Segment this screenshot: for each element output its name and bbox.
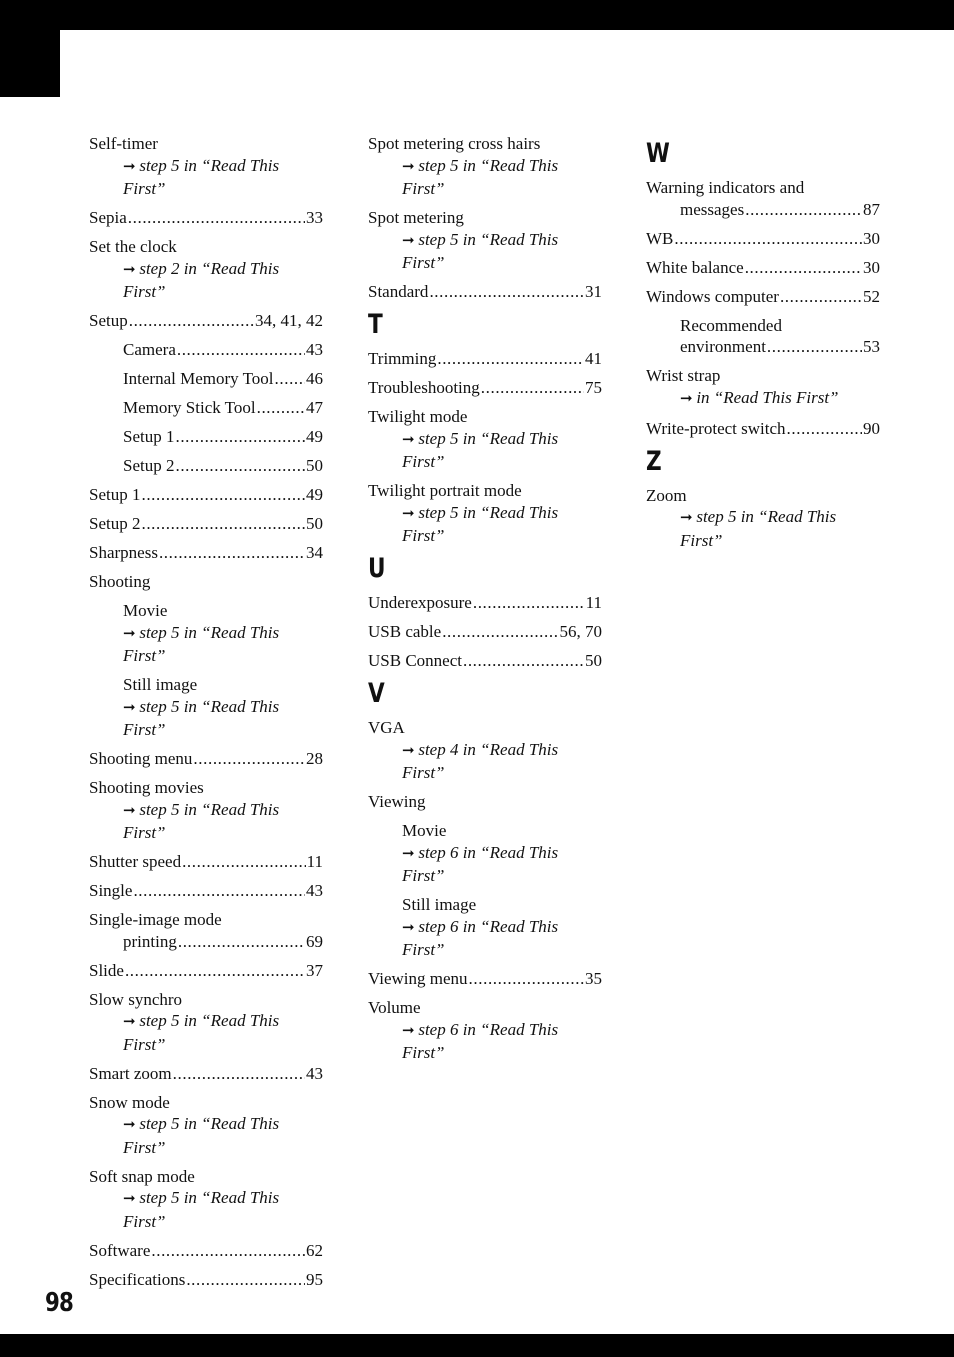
entry-term: Specifications — [89, 1269, 186, 1289]
index-row — [368, 281, 602, 303]
reference-text: step 5 in “Read This First” — [123, 1011, 280, 1054]
reference-text: step 6 in “Read This First” — [402, 842, 559, 885]
entry-term: Memory Stick Tool — [123, 398, 256, 417]
index-entry — [368, 592, 602, 614]
page-ref: 75 — [585, 378, 602, 397]
dot-leader — [133, 880, 305, 902]
index-row — [646, 199, 880, 221]
page-ref: 11 — [585, 593, 602, 612]
entry-term: Still image — [402, 895, 477, 914]
entry-term: USB cable — [368, 622, 442, 641]
entry-term: environment — [680, 337, 766, 356]
index-row — [89, 207, 323, 229]
entry-term: Slow synchro — [89, 989, 183, 1009]
dot-leader — [175, 426, 305, 448]
entry-term: Warning indicators and — [646, 178, 805, 197]
page-number: 98 — [45, 1288, 74, 1318]
index-entry — [89, 960, 323, 982]
arrow-icon: ➞ — [680, 390, 697, 407]
index-row — [646, 418, 880, 440]
index-entry — [89, 426, 323, 448]
index-row — [89, 455, 323, 477]
page-ref: 41 — [585, 349, 602, 368]
see-reference — [368, 428, 602, 473]
index-row — [646, 336, 880, 358]
dot-leader — [767, 336, 862, 358]
index-row — [89, 484, 323, 506]
reference-text: in “Read This First” — [696, 387, 839, 407]
dot-leader — [151, 1240, 305, 1262]
index-entry — [368, 377, 602, 399]
top-bar — [0, 0, 954, 30]
dot-leader — [182, 851, 306, 873]
arrow-icon: ➞ — [123, 699, 140, 716]
page-ref: 34, 41, 42 — [255, 311, 323, 330]
entry-term: messages — [680, 199, 745, 219]
dot-leader — [429, 281, 584, 303]
index-entry — [89, 397, 323, 419]
index-entry — [89, 455, 323, 477]
reference-text: step 5 in “Read This First” — [402, 229, 559, 272]
page-ref: 53 — [863, 337, 880, 356]
index-entry — [89, 1092, 323, 1159]
index-entry — [368, 348, 602, 370]
dot-leader — [473, 592, 585, 614]
arrow-icon: ➞ — [402, 158, 419, 175]
entry-term: Write-protect switch — [646, 418, 786, 438]
index-entry — [368, 480, 602, 547]
see-reference — [89, 258, 323, 303]
dot-leader — [674, 228, 862, 250]
dot-leader — [141, 484, 305, 506]
entry-term: Self-timer — [89, 134, 158, 153]
page-ref: 50 — [306, 456, 323, 475]
index-row — [368, 348, 602, 370]
see-reference — [89, 696, 323, 741]
entry-term: Movie — [402, 821, 447, 840]
index-entry — [89, 600, 323, 667]
dot-leader — [173, 1063, 305, 1085]
page-ref: 30 — [863, 257, 880, 277]
dot-leader — [125, 960, 305, 982]
page-ref: 62 — [306, 1240, 323, 1260]
entry-term: Sharpness — [89, 543, 158, 562]
index-entry — [368, 621, 602, 643]
index-entry — [646, 315, 880, 358]
page-ref: 50 — [585, 651, 602, 670]
index-entry — [646, 228, 880, 250]
dot-leader — [129, 310, 254, 332]
reference-text: step 5 in “Read This First” — [123, 622, 280, 665]
index-entry — [368, 281, 602, 303]
entry-term: Twilight portrait mode — [368, 481, 522, 500]
see-reference — [368, 739, 602, 784]
arrow-icon: ➞ — [402, 431, 419, 448]
section-letter: W — [646, 138, 670, 169]
entry-term: Wrist strap — [646, 366, 721, 385]
section-letter: Z — [646, 445, 662, 477]
index-row — [646, 228, 880, 250]
entry-term: Shooting — [89, 572, 151, 591]
dot-leader — [780, 286, 862, 308]
page-ref: 52 — [863, 286, 880, 306]
see-reference — [89, 155, 323, 200]
reference-text: step 6 in “Read This First” — [402, 1019, 559, 1062]
index-row — [368, 377, 602, 399]
index-entry — [368, 968, 602, 990]
dot-leader — [469, 968, 584, 990]
see-reference — [89, 1187, 323, 1232]
arrow-icon: ➞ — [123, 1014, 140, 1030]
index-entry — [646, 365, 880, 410]
entry-term: Spot metering cross hairs — [368, 134, 541, 153]
dot-leader — [745, 199, 862, 221]
entry-term: Viewing menu — [368, 969, 468, 988]
reference-text: step 5 in “Read This First” — [123, 155, 280, 198]
page-ref: 43 — [306, 881, 323, 900]
index-row — [368, 621, 602, 643]
index-entry — [646, 286, 880, 308]
page-ref: 31 — [585, 282, 602, 301]
index-row — [89, 851, 323, 873]
dot-leader — [463, 650, 584, 672]
index-entry — [89, 1166, 323, 1233]
page-ref: 87 — [863, 199, 880, 219]
index-row — [368, 968, 602, 990]
index-row — [89, 368, 323, 390]
bottom-bar — [0, 1334, 954, 1357]
see-reference — [368, 916, 602, 961]
index-row — [89, 542, 323, 564]
arrow-icon: ➞ — [402, 845, 419, 862]
index-row — [89, 1269, 323, 1291]
index-entry — [646, 418, 880, 440]
index-entry — [89, 339, 323, 361]
dot-leader — [159, 542, 305, 564]
page-ref: 33 — [306, 208, 323, 227]
entry-term: Slide — [89, 960, 124, 980]
index-row — [89, 880, 323, 902]
page-ref: 95 — [306, 1269, 323, 1289]
page-ref: 43 — [306, 340, 323, 359]
index-entry — [368, 406, 602, 473]
page-ref: 69 — [306, 931, 323, 951]
section-letter: V — [368, 678, 385, 709]
page-ref: 37 — [306, 960, 323, 980]
index-row — [646, 257, 880, 279]
index-entry — [368, 894, 602, 961]
page-ref: 49 — [306, 427, 323, 446]
entry-term: Setup 2 — [123, 456, 175, 475]
page-ref: 49 — [306, 485, 323, 504]
entry-term: Underexposure — [368, 593, 472, 612]
see-reference — [368, 842, 602, 887]
page-ref: 46 — [306, 369, 323, 388]
arrow-icon: ➞ — [123, 802, 140, 819]
reference-text: step 5 in “Read This First” — [123, 1114, 280, 1157]
entry-term: Setup — [89, 311, 128, 330]
entry-term: Soft snap mode — [89, 1166, 195, 1186]
index-entry — [89, 310, 323, 332]
page-ref: 90 — [863, 418, 880, 438]
dot-leader — [186, 1269, 305, 1291]
index-entry — [89, 1269, 323, 1291]
index-row — [368, 650, 602, 672]
entry-term: USB Connect — [368, 651, 462, 670]
dot-leader — [257, 397, 305, 419]
entry-term: Spot metering — [368, 208, 464, 227]
index-column-1 — [89, 133, 323, 1298]
index-entry — [89, 880, 323, 902]
index-entry — [89, 851, 323, 873]
entry-term: Twilight mode — [368, 407, 468, 426]
arrow-icon: ➞ — [123, 1191, 140, 1207]
index-row — [89, 748, 323, 770]
see-reference — [89, 622, 323, 667]
index-entry — [89, 1063, 323, 1085]
index-entry — [368, 717, 602, 784]
reference-text: step 5 in “Read This First” — [402, 502, 559, 545]
page-ref: 34 — [306, 543, 323, 562]
entry-term: Shutter speed — [89, 852, 182, 871]
index-row — [89, 339, 323, 361]
index-entry — [89, 513, 323, 535]
dot-leader — [745, 257, 862, 279]
dot-leader — [275, 368, 305, 390]
entry-term: Snow mode — [89, 1092, 170, 1112]
entry-term: printing — [123, 931, 177, 951]
entry-term: Setup 1 — [89, 485, 141, 504]
index-column-2 — [368, 133, 602, 1071]
index-entry — [646, 485, 880, 552]
index-entry — [368, 820, 602, 887]
see-reference — [89, 799, 323, 844]
entry-term: White balance — [646, 257, 744, 277]
arrow-icon: ➞ — [123, 1117, 140, 1133]
see-reference — [368, 1019, 602, 1064]
dot-leader — [787, 418, 862, 440]
index-entry — [368, 997, 602, 1064]
index-entry — [89, 748, 323, 770]
reference-text: step 5 in “Read This First” — [123, 799, 280, 842]
index-row — [89, 513, 323, 535]
entry-term: Windows computer — [646, 286, 779, 306]
index-entry — [368, 650, 602, 672]
arrow-icon: ➞ — [123, 158, 140, 175]
arrow-icon: ➞ — [402, 1022, 419, 1039]
entry-term: Trimming — [368, 349, 437, 368]
entry-term: Movie — [123, 601, 168, 620]
reference-text: step 5 in “Read This First” — [402, 155, 559, 198]
reference-text: step 5 in “Read This First” — [123, 696, 280, 739]
index-entry — [368, 207, 602, 274]
index-row — [89, 1240, 323, 1262]
reference-text: step 6 in “Read This First” — [402, 916, 559, 959]
dot-leader — [177, 339, 305, 361]
arrow-icon: ➞ — [402, 232, 419, 249]
entry-term: Recommended — [680, 315, 782, 335]
index-entry — [368, 791, 602, 813]
dot-leader — [437, 348, 584, 370]
entry-term: Shooting movies — [89, 778, 204, 797]
page-ref: 50 — [306, 514, 323, 533]
index-entry — [368, 133, 602, 200]
page-ref: 47 — [306, 398, 323, 417]
entry-term: Standard — [368, 282, 429, 301]
entry-term: Still image — [123, 675, 198, 694]
entry-term: Single — [89, 881, 133, 900]
page-ref: 43 — [306, 1063, 323, 1083]
reference-text: step 5 in “Read This First” — [123, 1188, 280, 1231]
dot-leader — [175, 455, 305, 477]
page-ref: 11 — [306, 852, 323, 871]
page-ref: 28 — [306, 749, 323, 768]
reference-text: step 4 in “Read This First” — [402, 739, 559, 782]
index-entry — [89, 571, 323, 593]
entry-term: Volume — [368, 998, 421, 1017]
index-entry — [89, 133, 323, 200]
index-row — [646, 286, 880, 308]
index-entry — [89, 368, 323, 390]
entry-term: Sepia — [89, 208, 127, 227]
entry-term: Internal Memory Tool — [123, 369, 274, 388]
entry-term: Troubleshooting — [368, 378, 480, 397]
index-row — [89, 310, 323, 332]
index-entry — [89, 777, 323, 844]
arrow-icon: ➞ — [680, 510, 697, 526]
entry-term: Setup 2 — [89, 514, 141, 533]
entry-term: Set the clock — [89, 237, 177, 256]
index-entry — [89, 1240, 323, 1262]
reference-text: step 5 in “Read This First” — [680, 507, 837, 550]
page-ref: 56, 70 — [559, 622, 602, 641]
reference-text: step 2 in “Read This First” — [123, 258, 280, 301]
arrow-icon: ➞ — [402, 505, 419, 522]
entry-term: VGA — [368, 718, 405, 737]
index-entry — [646, 257, 880, 279]
arrow-icon: ➞ — [402, 742, 419, 759]
entry-term: Software — [89, 1240, 151, 1260]
index-row — [89, 960, 323, 982]
entry-term: Single-image mode — [89, 910, 222, 929]
index-column-3 — [646, 133, 880, 559]
index-row — [89, 931, 323, 953]
index-row — [368, 592, 602, 614]
entry-term: Smart zoom — [89, 1063, 172, 1083]
index-entry — [89, 236, 323, 303]
arrow-icon: ➞ — [402, 919, 419, 936]
index-entry — [89, 207, 323, 229]
dot-leader — [193, 748, 305, 770]
see-reference — [646, 506, 880, 551]
index-entry — [89, 542, 323, 564]
section-letter: T — [368, 309, 383, 340]
see-reference — [368, 155, 602, 200]
entry-term: Camera — [123, 340, 176, 359]
arrow-icon: ➞ — [123, 261, 140, 278]
section-letter: U — [368, 553, 386, 584]
see-reference — [89, 1010, 323, 1055]
chapter-tab — [0, 0, 60, 97]
dot-leader — [141, 513, 305, 535]
entry-term: Viewing — [368, 792, 426, 811]
index-entry — [89, 989, 323, 1056]
entry-term: Zoom — [646, 485, 687, 505]
entry-term: WB — [646, 228, 674, 248]
index-row — [89, 397, 323, 419]
entry-term: Setup 1 — [123, 427, 175, 446]
index-entry — [646, 177, 880, 220]
index-entry — [89, 674, 323, 741]
dot-leader — [178, 931, 305, 953]
dot-leader — [481, 377, 584, 399]
dot-leader — [128, 207, 305, 229]
see-reference — [646, 387, 880, 411]
see-reference — [368, 502, 602, 547]
entry-term: Shooting menu — [89, 749, 193, 768]
see-reference — [368, 229, 602, 274]
page-ref: 35 — [585, 969, 602, 988]
index-row — [89, 1063, 323, 1085]
arrow-icon: ➞ — [123, 625, 140, 642]
index-row — [89, 426, 323, 448]
dot-leader — [442, 621, 558, 643]
reference-text: step 5 in “Read This First” — [402, 428, 559, 471]
index-entry — [89, 484, 323, 506]
page-ref: 30 — [863, 228, 880, 248]
index-entry — [89, 909, 323, 952]
see-reference — [89, 1113, 323, 1158]
